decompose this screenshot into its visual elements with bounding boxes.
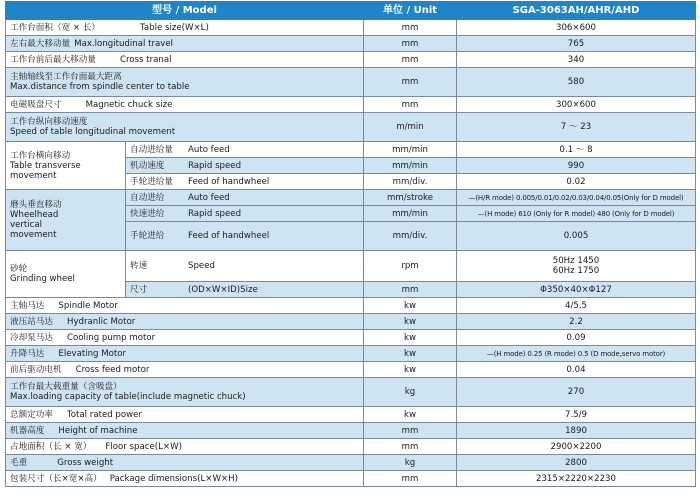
row-gross-weight xyxy=(6,455,696,471)
header-model: 型号 / Model xyxy=(6,2,364,20)
spec-table xyxy=(5,1,696,487)
row-wheel-speed xyxy=(6,251,696,282)
header-row xyxy=(6,2,696,20)
label-long-travel: 左右最大移动量 Max.longitudinal travel xyxy=(6,36,364,52)
value-wheelhead-auto: —(H/R mode) 0.005/0.01/0.02/0.03/0.04/0.05(Only for D model) xyxy=(457,190,696,206)
value-package: 2315×2220×2230 xyxy=(457,471,696,487)
value-wheel-speed: 50Hz 1450 60Hz 1750 xyxy=(457,251,696,282)
unit-wheel-size: mm xyxy=(364,282,457,298)
value-max-load: 270 xyxy=(457,378,696,407)
label-floor-space: 占地面积（长 × 宽） Floor space(L×W) xyxy=(6,439,364,455)
sublabel-wheel-speed: 转速 Speed xyxy=(126,251,364,282)
unit-hydraulic-motor: kw xyxy=(364,314,457,330)
value-total-power: 7.5/9 xyxy=(457,407,696,423)
value-transverse-rapid: 990 xyxy=(457,158,696,174)
label-spindle-distance: 主轴轴线至工作台面最大距离 Max.distance from spindle center to table xyxy=(6,68,364,97)
sublabel-wheelhead-auto: 自动进给 Auto feed xyxy=(126,190,364,206)
label-elevating-motor: 升降马达 Elevating Motor xyxy=(6,346,364,362)
row-spindle-motor xyxy=(6,298,696,314)
row-height xyxy=(6,423,696,439)
sublabel-wheel-size: 尺寸 (OD×W×ID)Size xyxy=(126,282,364,298)
row-wheelhead-auto xyxy=(6,190,696,206)
row-long-speed xyxy=(6,113,696,142)
row-table-size xyxy=(6,20,696,36)
header-unit: 单位 / Unit xyxy=(364,2,457,20)
row-max-load xyxy=(6,378,696,407)
value-wheelhead-hand: 0.005 xyxy=(457,222,696,251)
unit-wheelhead-rapid: mm/min xyxy=(364,206,457,222)
unit-package: mm xyxy=(364,471,457,487)
row-transverse-auto xyxy=(6,142,696,158)
unit-long-speed: m/min xyxy=(364,113,457,142)
label-long-speed: 工作台纵向移动速度 Speed of table longitudinal movement xyxy=(6,113,364,142)
label-transverse: 工作台横向移动 Table transverse movement xyxy=(6,142,126,190)
unit-transverse-auto: mm/min xyxy=(364,142,457,158)
label-cross-travel: 工作台前后最大移动量 Cross tranal xyxy=(6,52,364,68)
unit-transverse-rapid: mm/min xyxy=(364,158,457,174)
value-gross-weight: 2800 xyxy=(457,455,696,471)
row-elevating-motor xyxy=(6,346,696,362)
label-gross-weight: 毛重 Gross weight xyxy=(6,455,364,471)
row-hydraulic-motor xyxy=(6,314,696,330)
unit-cross-feed-motor: kw xyxy=(364,362,457,378)
value-table-size: 306×600 xyxy=(457,20,696,36)
sublabel-transverse-auto: 自动进给量 Auto feed xyxy=(126,142,364,158)
value-height: 1890 xyxy=(457,423,696,439)
value-wheel-size: Φ350×40×Φ127 xyxy=(457,282,696,298)
label-cross-feed-motor: 前后驱动电机 Cross feed motor xyxy=(6,362,364,378)
sublabel-transverse-rapid: 机动速度 Rapid speed xyxy=(126,158,364,174)
label-grinding-wheel: 砂轮 Grinding wheel xyxy=(6,251,126,298)
unit-floor-space: mm xyxy=(364,439,457,455)
value-transverse-hand: 0.02 xyxy=(457,174,696,190)
unit-wheelhead-auto: mm/stroke xyxy=(364,190,457,206)
unit-elevating-motor: kw xyxy=(364,346,457,362)
unit-chuck-size: mm xyxy=(364,97,457,113)
unit-max-load: kg xyxy=(364,378,457,407)
row-long-travel xyxy=(6,36,696,52)
label-max-load: 工作台最大载重量（含吸盘） Max.loading capacity of table(include magnetic chuck) xyxy=(6,378,364,407)
row-package xyxy=(6,471,696,487)
label-total-power: 总额定功率 Total rated power xyxy=(6,407,364,423)
unit-wheel-speed: rpm xyxy=(364,251,457,282)
header-series: SGA-3063AH/AHR/AHD xyxy=(457,2,696,20)
row-spindle-distance xyxy=(6,68,696,97)
unit-long-travel: mm xyxy=(364,36,457,52)
label-height: 机器高度 Height of machine xyxy=(6,423,364,439)
unit-gross-weight: kg xyxy=(364,455,457,471)
unit-cross-travel: mm xyxy=(364,52,457,68)
value-floor-space: 2900×2200 xyxy=(457,439,696,455)
sublabel-wheelhead-hand: 手轮进给 Feed of handwheel xyxy=(126,222,364,251)
label-hydraulic-motor: 液压站马达 Hydranlic Motor xyxy=(6,314,364,330)
value-long-speed: 7 ～ 23 xyxy=(457,113,696,142)
value-cross-feed-motor: 0.04 xyxy=(457,362,696,378)
value-transverse-auto: 0.1 ～ 8 xyxy=(457,142,696,158)
label-table-size: 工作台面积（宽 × 长） Table size(W×L) xyxy=(6,20,364,36)
value-chuck-size: 300×600 xyxy=(457,97,696,113)
value-cooling-motor: 0.09 xyxy=(457,330,696,346)
row-floor-space xyxy=(6,439,696,455)
unit-cooling-motor: kw xyxy=(364,330,457,346)
value-long-travel: 765 xyxy=(457,36,696,52)
unit-wheelhead-hand: mm/div. xyxy=(364,222,457,251)
row-cross-feed-motor xyxy=(6,362,696,378)
sublabel-transverse-hand: 手轮进给量 Feed of handwheel xyxy=(126,174,364,190)
label-cooling-motor: 冷却泵马达 Cooling pump motor xyxy=(6,330,364,346)
value-hydraulic-motor: 2.2 xyxy=(457,314,696,330)
value-spindle-distance: 580 xyxy=(457,68,696,97)
value-wheelhead-rapid: —(H mode) 610 (Only for R model) 480 (Only for D model) xyxy=(457,206,696,222)
unit-height: mm xyxy=(364,423,457,439)
unit-transverse-hand: mm/div. xyxy=(364,174,457,190)
row-cooling-motor xyxy=(6,330,696,346)
unit-total-power: kw xyxy=(364,407,457,423)
value-cross-travel: 340 xyxy=(457,52,696,68)
value-elevating-motor: —(H mode) 0.25 (R mode) 0.5 (D mode,servo motor) xyxy=(457,346,696,362)
unit-spindle-distance: mm xyxy=(364,68,457,97)
row-cross-travel xyxy=(6,52,696,68)
label-wheelhead: 磨头垂直移动 Wheelhead vertical movement xyxy=(6,190,126,251)
row-total-power xyxy=(6,407,696,423)
sublabel-wheelhead-rapid: 快速进给 Rapid speed xyxy=(126,206,364,222)
label-package: 包装尺寸（长×宽×高） Package dimensions(L×W×H) xyxy=(6,471,364,487)
row-chuck-size xyxy=(6,97,696,113)
unit-table-size: mm xyxy=(364,20,457,36)
label-chuck-size: 电磁吸盘尺寸 Magnetic chuck size xyxy=(6,97,364,113)
label-spindle-motor: 主轴马达 Spindle Motor xyxy=(6,298,364,314)
unit-spindle-motor: kw xyxy=(364,298,457,314)
value-spindle-motor: 4/5.5 xyxy=(457,298,696,314)
